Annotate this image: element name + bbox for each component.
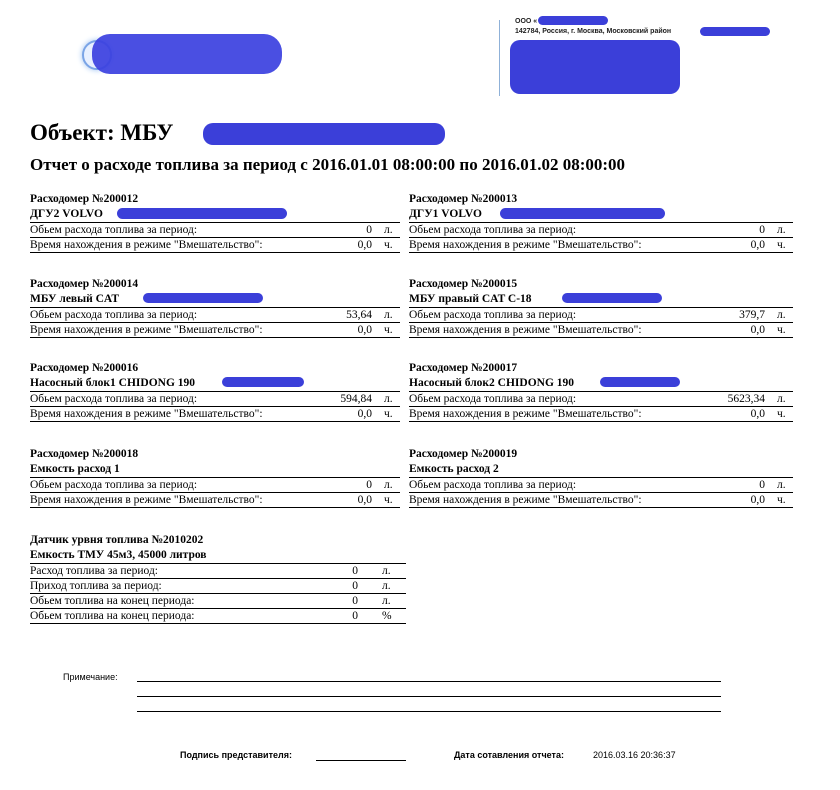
time-row — [30, 407, 400, 422]
meter-number: Расходомер №200013 — [409, 193, 518, 205]
sensor-row-label: Обьем топлива на конец периода: — [30, 610, 195, 622]
volume-value: 0 — [759, 224, 765, 236]
sensor-row-label: Расход топлива за период: — [30, 565, 158, 577]
time-unit: ч. — [777, 324, 786, 336]
note-line — [137, 681, 721, 682]
volume-unit: л. — [384, 309, 393, 321]
volume-row — [30, 391, 400, 407]
time-row — [409, 493, 793, 508]
note-line — [137, 711, 721, 712]
meter-number: Расходомер №200018 — [30, 448, 139, 460]
redacted-meter-name — [562, 293, 662, 303]
sensor-row — [30, 563, 406, 579]
sensor-row — [30, 609, 406, 624]
volume-unit: л. — [384, 479, 393, 491]
time-row — [30, 323, 400, 338]
meter-block — [30, 277, 400, 338]
volume-value: 0 — [366, 479, 372, 491]
level-sensor-block — [30, 533, 406, 624]
meter-name: Емкость расход 2 — [409, 463, 499, 475]
volume-value: 5623,34 — [727, 393, 765, 405]
redacted-meter-name — [117, 208, 287, 219]
time-value: 0,0 — [750, 239, 765, 251]
volume-value: 53,64 — [346, 309, 372, 321]
redacted-company-address — [700, 27, 770, 36]
volume-label: Обьем расхода топлива за период: — [409, 224, 577, 236]
time-unit: ч. — [777, 408, 786, 420]
time-value: 0,0 — [357, 239, 372, 251]
volume-unit: л. — [777, 393, 786, 405]
meter-block — [30, 447, 400, 508]
sensor-row — [30, 579, 406, 594]
meter-block — [30, 192, 400, 253]
volume-row — [30, 222, 400, 238]
company-address: 142784, Россия, г. Москва, Московский район — [515, 28, 672, 35]
volume-label: Обьем расхода топлива за период: — [30, 309, 198, 321]
meter-name: МБУ левый CAT — [30, 293, 120, 305]
time-label: Время нахождения в режиме "Вмешательство": — [409, 408, 642, 420]
volume-label: Обьем расхода топлива за период: — [30, 224, 198, 236]
meter-number: Расходомер №200019 — [409, 448, 518, 460]
redacted-meter-name — [500, 208, 665, 219]
time-row — [409, 407, 793, 422]
time-label: Время нахождения в режиме "Вмешательство": — [30, 324, 263, 336]
redacted-company-name — [538, 16, 608, 25]
sensor-number: Датчик урвня топлива №2010202 — [30, 534, 204, 546]
volume-row — [30, 307, 400, 323]
time-unit: ч. — [384, 408, 393, 420]
time-row — [30, 238, 400, 253]
time-unit: ч. — [777, 494, 786, 506]
note-line — [137, 696, 721, 697]
time-label: Время нахождения в режиме "Вмешательство": — [30, 239, 263, 251]
volume-label: Обьем расхода топлива за период: — [30, 393, 198, 405]
volume-label: Обьем расхода топлива за период: — [409, 309, 577, 321]
time-row — [30, 493, 400, 508]
sensor-name: Емкость ТМУ 45м3, 45000 литров — [30, 549, 207, 561]
time-value: 0,0 — [357, 408, 372, 420]
meter-block — [409, 192, 793, 253]
time-unit: ч. — [384, 239, 393, 251]
volume-label: Обьем расхода топлива за период: — [409, 479, 577, 491]
report-date-value: 2016.03.16 20:36:37 — [593, 750, 676, 760]
signature-label: Подпись представителя: — [180, 750, 292, 760]
meter-name: Насосный блок2 CHIDONG 190 — [409, 377, 575, 389]
sensor-row-label: Обьем топлива на конец периода: — [30, 595, 195, 607]
volume-unit: л. — [777, 309, 786, 321]
time-unit: ч. — [384, 494, 393, 506]
volume-value: 0 — [366, 224, 372, 236]
meter-number: Расходомер №200016 — [30, 362, 139, 374]
signature-line — [316, 760, 406, 761]
redacted-company-details — [510, 40, 680, 94]
time-label: Время нахождения в режиме "Вмешательство": — [409, 494, 642, 506]
header-divider — [499, 20, 500, 96]
note-label: Примечание: — [63, 672, 118, 682]
sensor-row-unit: л. — [382, 565, 391, 577]
sensor-row-value: 0 — [352, 565, 358, 577]
meter-name: ДГУ2 VOLVO — [30, 208, 103, 220]
volume-unit: л. — [777, 224, 786, 236]
meter-number: Расходомер №200014 — [30, 278, 139, 290]
sensor-row-value: 0 — [352, 595, 358, 607]
volume-row — [409, 222, 793, 238]
time-value: 0,0 — [750, 324, 765, 336]
meter-name: ДГУ1 VOLVO — [409, 208, 482, 220]
time-value: 0,0 — [750, 408, 765, 420]
time-row — [409, 238, 793, 253]
meter-block — [409, 361, 793, 422]
meter-number: Расходомер №200017 — [409, 362, 518, 374]
company-prefix: ООО « — [515, 18, 538, 25]
report-title: Отчет о расходе топлива за период с 2016.01.01 08:00:00 по 2016.01.02 08:00:00 — [30, 155, 626, 174]
time-label: Время нахождения в режиме "Вмешательство": — [409, 324, 642, 336]
time-unit: ч. — [777, 239, 786, 251]
sensor-row-value: 0 — [352, 580, 358, 592]
sensor-row-unit: л. — [382, 580, 391, 592]
meter-name: МБУ правый CAT C-18 — [409, 293, 532, 305]
redacted-meter-name — [600, 377, 680, 387]
volume-label: Обьем расхода топлива за период: — [409, 393, 577, 405]
volume-value: 594,84 — [340, 393, 372, 405]
volume-unit: л. — [384, 393, 393, 405]
volume-row — [409, 307, 793, 323]
report-date-label: Дата сотавления отчета: — [454, 750, 564, 760]
meter-block — [30, 361, 400, 422]
volume-row — [409, 391, 793, 407]
sensor-row-value: 0 — [352, 610, 358, 622]
redacted-object-name — [203, 123, 445, 145]
volume-unit: л. — [384, 224, 393, 236]
time-label: Время нахождения в режиме "Вмешательство": — [30, 494, 263, 506]
volume-value: 379,7 — [739, 309, 765, 321]
time-label: Время нахождения в режиме "Вмешательство": — [30, 408, 263, 420]
sensor-row-unit: % — [382, 610, 392, 622]
sensor-row-label: Приход топлива за период: — [30, 580, 162, 592]
volume-unit: л. — [777, 479, 786, 491]
meter-block — [409, 277, 793, 338]
meter-number: Расходомер №200015 — [409, 278, 518, 290]
volume-row — [409, 477, 793, 493]
volume-row — [30, 477, 400, 493]
sensor-row — [30, 594, 406, 609]
redacted-logo — [92, 34, 282, 74]
time-unit: ч. — [384, 324, 393, 336]
sensor-row-unit: л. — [382, 595, 391, 607]
time-value: 0,0 — [357, 324, 372, 336]
redacted-meter-name — [143, 293, 263, 303]
meter-name: Насосный блок1 CHIDONG 190 — [30, 377, 196, 389]
time-label: Время нахождения в режиме "Вмешательство": — [409, 239, 642, 251]
meter-number: Расходомер №200012 — [30, 193, 139, 205]
object-title: Объект: МБУ — [30, 120, 174, 145]
redacted-meter-name — [222, 377, 304, 387]
volume-label: Обьем расхода топлива за период: — [30, 479, 198, 491]
time-row — [409, 323, 793, 338]
time-value: 0,0 — [750, 494, 765, 506]
meter-name: Емкость расход 1 — [30, 463, 120, 475]
volume-value: 0 — [759, 479, 765, 491]
time-value: 0,0 — [357, 494, 372, 506]
meter-block — [409, 447, 793, 508]
